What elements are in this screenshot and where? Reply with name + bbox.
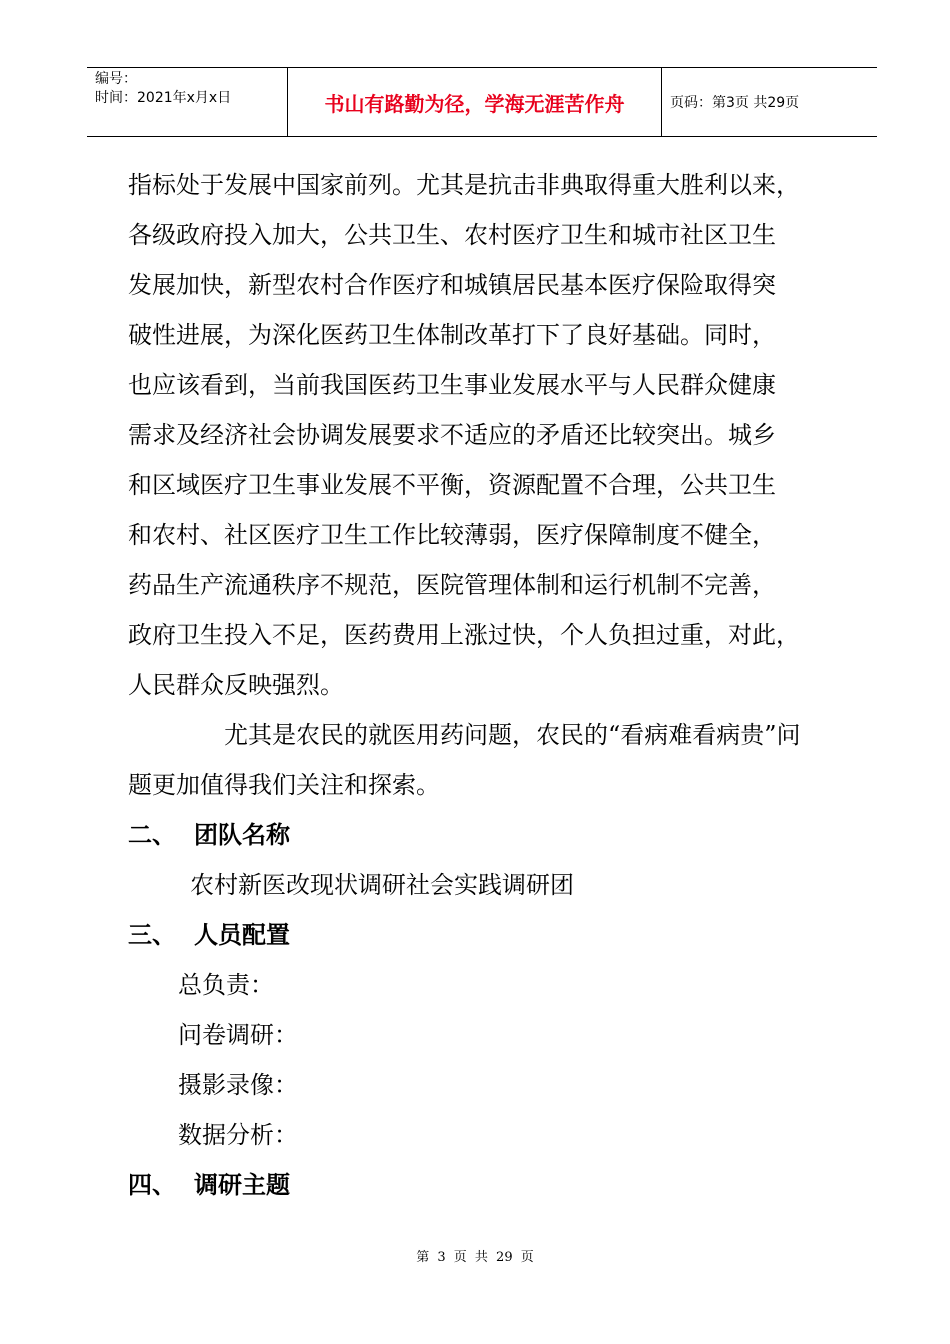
p1-line: 发展加快，新型农村合作医疗和城镇居民基本医疗保险取得突 — [128, 271, 776, 299]
header-page-info: 页码：第3页 共29页 — [670, 95, 800, 111]
role-item: 摄影录像： — [178, 1071, 298, 1099]
p2-line: 尤其是农民的就医用药问题，农民的“看病难看病贵”问 — [224, 721, 801, 749]
team-name: 农村新医改现状调研社会实践调研团 — [190, 871, 574, 899]
section-number: 二、 — [128, 821, 176, 849]
paragraph-2 — [128, 710, 868, 810]
role-item: 问卷调研： — [178, 1021, 298, 1049]
section-heading-team-name — [128, 810, 868, 860]
section-title: 团队名称 — [194, 821, 290, 849]
role-item: 总负责： — [178, 971, 274, 999]
p1-line: 和区域医疗卫生事业发展不平衡，资源配置不合理，公共卫生 — [128, 471, 776, 499]
section-heading-topic — [128, 1160, 868, 1210]
page-header — [87, 67, 877, 137]
header-meta — [87, 68, 288, 136]
p2-line: 题更加值得我们关注和探索。 — [128, 771, 440, 799]
p1-line: 和农村、社区医疗卫生工作比较薄弱，医疗保障制度不健全， — [128, 521, 776, 549]
p1-line: 指标处于发展中国家前列。尤其是抗击非典取得重大胜利以来， — [128, 171, 800, 199]
section-number: 三、 — [128, 921, 176, 949]
p1-line: 人民群众反映强烈。 — [128, 671, 344, 699]
section-heading-staffing — [128, 910, 868, 960]
p1-line: 需求及经济社会协调发展要求不适应的矛盾还比较突出。城乡 — [128, 421, 776, 449]
document-body — [128, 160, 868, 1210]
section-title: 人员配置 — [194, 921, 290, 949]
page-footer: 第 3 页 共 29 页 — [416, 1250, 534, 1265]
section-title: 调研主题 — [194, 1171, 290, 1199]
p1-line: 也应该看到，当前我国医药卫生事业发展水平与人民群众健康 — [128, 371, 776, 399]
p1-line: 政府卫生投入不足，医药费用上涨过快，个人负担过重，对此， — [128, 621, 800, 649]
time-label: 时间：2021年x月x日 — [95, 90, 232, 106]
header-motto: 书山有路勤为径，学海无涯苦作舟 — [288, 68, 662, 136]
p1-line: 破性进展，为深化医药卫生体制改革打下了良好基础。同时， — [128, 321, 776, 349]
p1-line: 各级政府投入加大，公共卫生、农村医疗卫生和城市社区卫生 — [128, 221, 776, 249]
p1-line: 药品生产流通秩序不规范，医院管理体制和运行机制不完善， — [128, 571, 776, 599]
role-item: 数据分析： — [178, 1121, 298, 1149]
number-label: 编号： — [95, 71, 137, 87]
paragraph-1 — [128, 160, 868, 710]
section-number: 四、 — [128, 1171, 176, 1199]
